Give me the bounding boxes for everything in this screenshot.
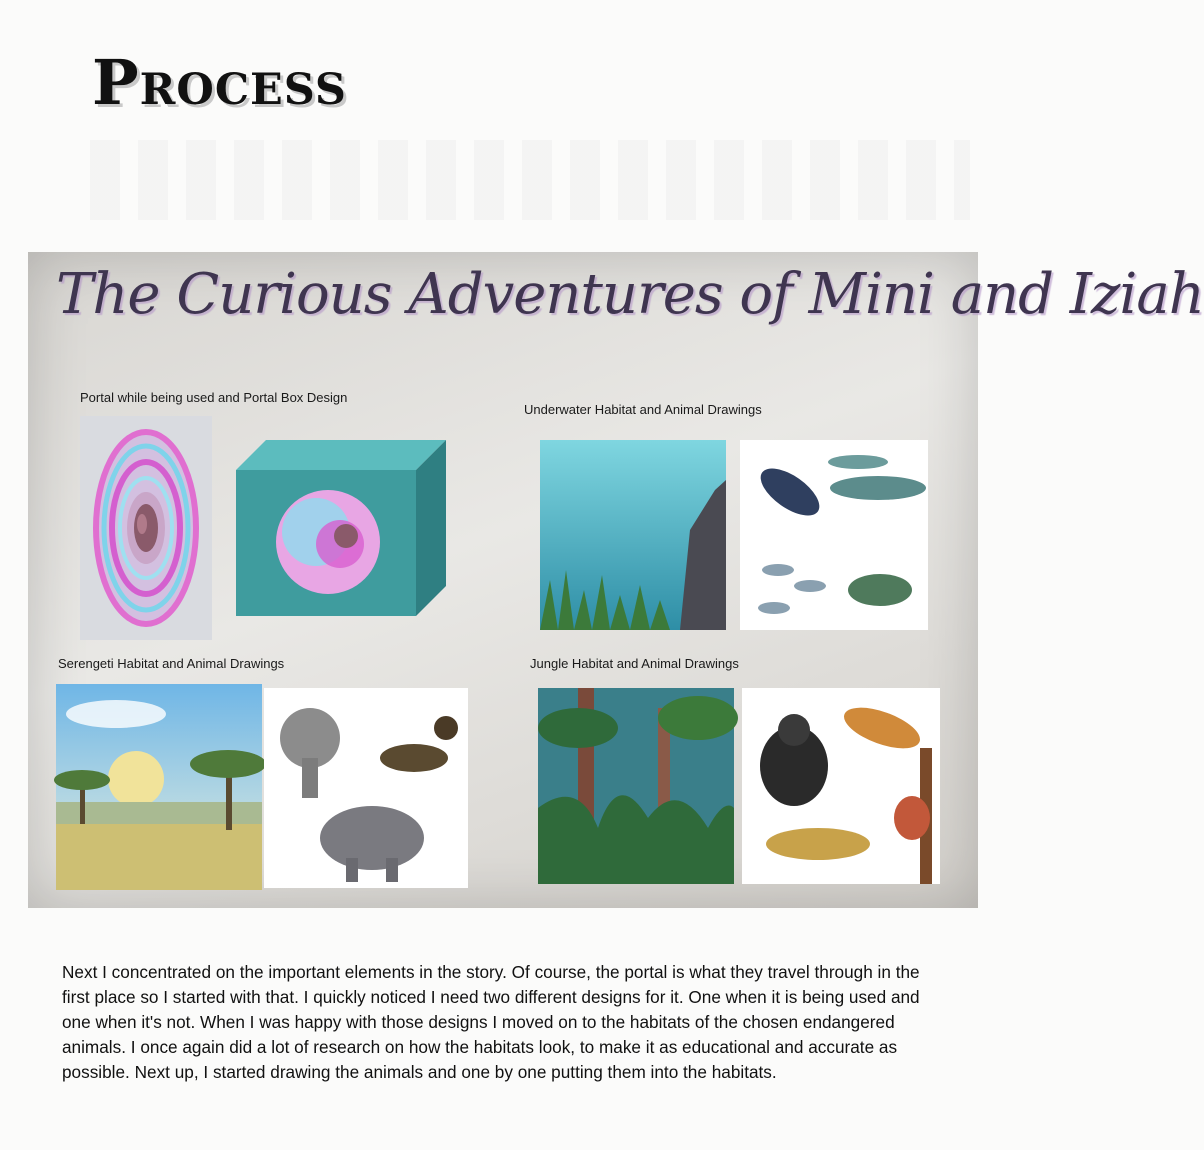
jungle-habitat-image [538, 688, 734, 884]
serengeti-habitat-image [56, 684, 262, 890]
portal-active-image [80, 416, 212, 640]
underwater-habitat-image [540, 440, 726, 630]
serengeti-caption: Serengeti Habitat and Animal Drawings [58, 656, 285, 671]
savanna-animals-image [264, 688, 468, 888]
board-title: The Curious Adventures of Mini and Iziah [56, 262, 1204, 327]
faded-background-text [90, 140, 970, 220]
process-description: Next I concentrated on the important elements in the story. Of course, the portal is what they travel through in the first place so I started with that. I quickly noticed I need two different designs for it. One when it is being used and one when it's not. When I was happy with those designs I moved on to the habitats of the chosen endangered animals. I once again did a lot of research on how the habitats look, to make it as educational and accurate as possible. Next up, I started drawing the animals and one by one putting them into the habitats. [62, 962, 920, 1082]
jungle-caption: Jungle Habitat and Animal Drawings [530, 656, 739, 671]
portal-box-image [236, 440, 446, 616]
project-board [28, 252, 1204, 908]
page-title: Process [92, 46, 347, 119]
jungle-animals-image [742, 688, 940, 884]
portal-caption: Portal while being used and Portal Box Design [80, 390, 348, 405]
ocean-animals-image [740, 440, 928, 630]
underwater-caption: Underwater Habitat and Animal Drawings [524, 402, 762, 417]
